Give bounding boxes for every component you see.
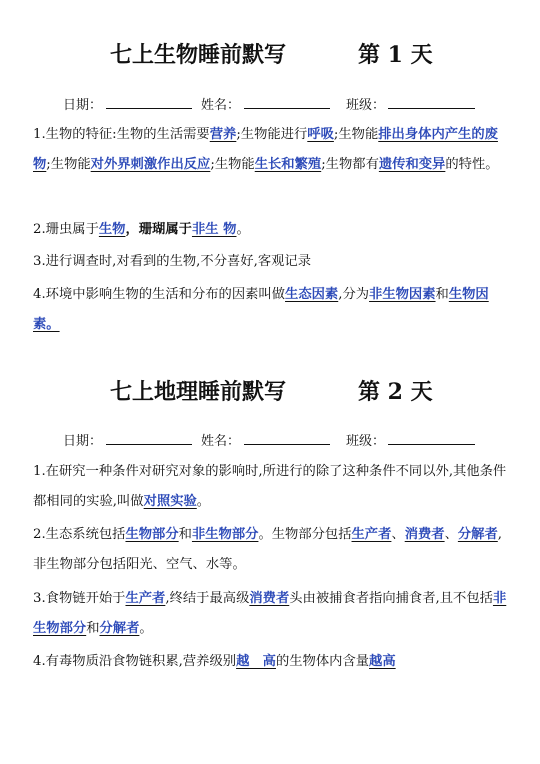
answer: 生物因素。 — [33, 287, 489, 332]
answer: 非生 物 — [191, 222, 237, 237]
answer: 对外界刺激作出反应 — [90, 157, 211, 172]
answer: 越 高 — [236, 654, 276, 669]
answer: 越高 — [369, 654, 396, 669]
class-label: 班级： — [346, 434, 386, 449]
answer: 非生物部分 — [33, 591, 507, 636]
name-label: 姓名： — [201, 434, 241, 449]
answer: 生物部分 — [125, 527, 179, 542]
date-blank[interactable] — [106, 94, 192, 109]
answer: 非生物部分 — [191, 527, 259, 542]
section-2-day: 第 2 天 — [358, 379, 433, 405]
date-blank[interactable] — [106, 430, 192, 445]
section-2-question-2: 2.生态系统包括生物部分和非生物部分。生物部分包括生产者、消费者、分解者,非生物部分包括阳光、空气、水等。 — [33, 527, 503, 572]
section-1-question-1: 1.生物的特征:生物的生活需要营养;生物能进行呼吸;生物能排出身体内产生的废物;生物能对外界刺激作出反应;生物能生长和繁殖;生物都有遗传和变异的特性。 — [33, 127, 499, 172]
section-1-question-3: 3.进行调查时,对看到的生物,不分喜好,客观记录 — [33, 254, 312, 269]
answer: 对照实验 — [143, 494, 197, 509]
answer: 生物 — [98, 222, 126, 237]
section-2-title: 七上地理睡前默写 — [110, 379, 287, 405]
section-1-title: 七上生物睡前默写 — [110, 42, 287, 68]
answer: 分解者 — [457, 527, 498, 542]
section-1-day: 第 1 天 — [358, 42, 433, 68]
section-2-question-1: 1.在研究一种条件对研究对象的影响时,所进行的除了这种条件不同以外,其他条件都相同的实验,叫做对照实验。 — [33, 464, 507, 509]
answer: 非生物因素 — [369, 287, 436, 302]
class-label: 班级： — [346, 98, 386, 113]
date-label: 日期： — [63, 434, 103, 449]
section-2-question-3: 3.食物链开始于生产者,终结于最高级消费者头由被捕食者指向捕食者,且不包括非生物部分和分解者。 — [33, 591, 507, 636]
section-1-question-4: 4.环境中影响生物的生活和分布的因素叫做生态因素,分为非生物因素和生物因素。 — [33, 287, 489, 332]
date-label: 日期： — [63, 98, 103, 113]
name-label: 姓名： — [201, 98, 241, 113]
answer: 消费者 — [404, 527, 445, 542]
answer: 遗传和变异 — [378, 157, 446, 172]
section-1-question-2: 2.珊虫属于生物，珊瑚属于非生 物。 — [33, 222, 250, 237]
name-blank[interactable] — [244, 430, 330, 445]
answer: 生态因素 — [285, 287, 339, 302]
answer: 营养 — [209, 127, 237, 142]
name-blank[interactable] — [244, 94, 330, 109]
answer: 分解者 — [99, 621, 140, 636]
answer: 生产者 — [351, 527, 392, 542]
class-blank[interactable] — [388, 430, 475, 445]
answer: 呼吸 — [307, 127, 334, 142]
answer: 消费者 — [249, 591, 290, 606]
class-blank[interactable] — [388, 94, 475, 109]
answer: 排出身体内产生的废物 — [33, 127, 498, 172]
answer: 生长和繁殖 — [254, 157, 322, 172]
section-2-question-4: 4.有毒物质沿食物链积累,营养级别越 高的生物体内含量越高 — [33, 654, 396, 669]
answer: 生产者 — [125, 591, 166, 606]
